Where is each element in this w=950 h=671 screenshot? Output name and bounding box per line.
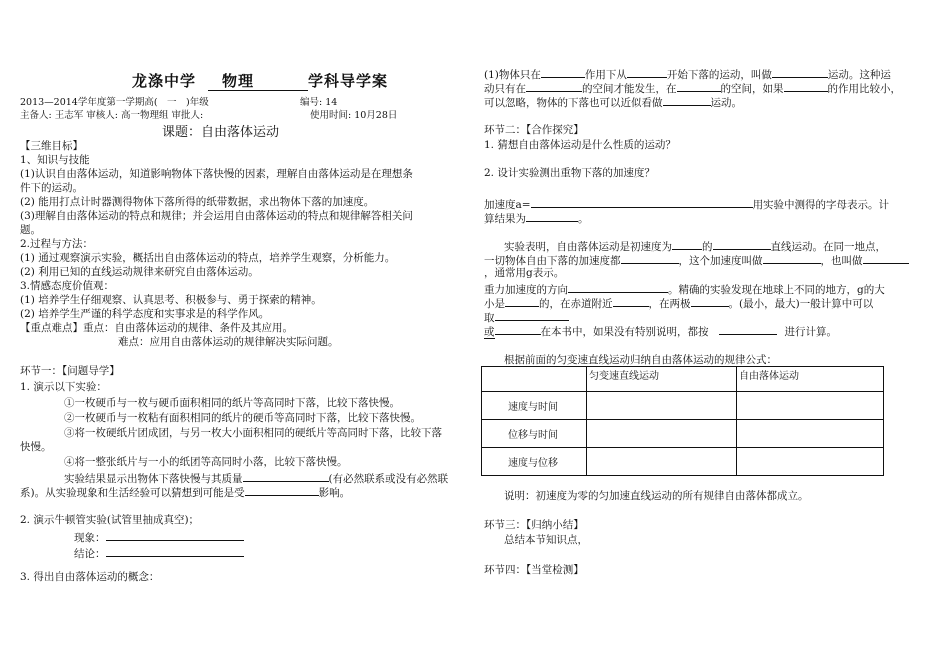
conclusion-blank[interactable]	[106, 545, 244, 557]
subject-name: 物理	[208, 72, 268, 91]
blank[interactable]	[627, 66, 667, 78]
blank[interactable]	[526, 80, 582, 92]
table-cell[interactable]	[587, 392, 737, 420]
conclusion-row: 结论：	[74, 545, 244, 561]
blank[interactable]	[763, 252, 821, 264]
school-name: 龙涤中学	[132, 72, 197, 90]
table-corner-cell	[482, 367, 587, 392]
key-points: 【重点难点】重点：自由落体运动的规律、条件及其应用。	[20, 322, 293, 334]
table-header-uniform: 匀变速直线运动	[587, 367, 737, 392]
probe-1: 1. 猜想自由落体运动是什么性质的运动？	[484, 139, 676, 151]
result-line-1: 实验结果显示出物体下落快慢与其质量 (有必然联系或没有必然联	[64, 470, 448, 486]
experiment-line-6: 取	[484, 309, 569, 325]
goal-1-3b: 题。	[20, 224, 41, 236]
phenomenon-row: 现象：	[74, 529, 244, 545]
meta-date: 使用时间: 10月28日	[310, 110, 398, 121]
experiment-4: ④将一整张纸片与一小的纸团等高同时小落，比较下落快慢。	[64, 456, 348, 468]
blank[interactable]	[663, 94, 711, 106]
blank[interactable]	[495, 323, 541, 335]
goal-1-2: (2) 能用打点计时器测得物体下落所得的纸带数据，求出物体下落的加速度。	[20, 196, 375, 208]
section-3-heading: 环节三：【归纳小结】	[484, 519, 584, 531]
title-suffix: 学科导学案	[308, 72, 389, 90]
goal-3-1: (1) 培养学生仔细观察、认真思考、积极参与、勇于探索的精神。	[20, 294, 322, 306]
table-row-label: 位移与时间	[482, 420, 587, 448]
experiment-3a: ③将一枚硬纸片团成团，与另一枚大小面积相同的硬纸片等高同时下落，比较下落	[64, 427, 442, 439]
blank[interactable]	[784, 80, 828, 92]
table-header-freefall: 自由落体运动	[737, 367, 884, 392]
formula-table	[481, 366, 884, 476]
summary-prompt: 总结本节知识点，	[504, 534, 588, 546]
result-line-2: 系)。从实验现象和生活经验可以猜想到可能是受 影响。	[20, 484, 350, 500]
goal-3-2: (2) 培养学生严谨的科学态度和实事求是的科学作风。	[20, 308, 270, 320]
goal-2-2: (2) 利用已知的直线运动规律来研究自由落体运动。	[20, 266, 259, 278]
goal-1-1a: (1)认识自由落体运动，知道影响物体下落快慢的因素，理解自由落体运动是在理想条	[20, 168, 413, 180]
blank[interactable]	[677, 80, 721, 92]
table-cell[interactable]	[737, 448, 884, 476]
experiment-line-5: 小是 的，在赤道附近 ，在两极 。(最小，最大)一般计算中可以	[484, 295, 873, 311]
goals-heading: 【三维目标】	[20, 140, 83, 152]
definition-line-2: 动只有在 的空间才能发生，在 的空间，如果 的作用比较小，	[484, 80, 901, 96]
experiment-2: ②一枚硬币与一枚粘有面积相同的纸片的硬币等高同时下落，比较下落快慢。	[64, 412, 421, 424]
experiment-line-1: 实验表明，自由落体运动是初速度为 的 直线运动。在同一地点，	[504, 238, 886, 254]
goal-1-3a: (3)理解自由落体运动的特点和规律；并会运用自由落体运动的特点和规律解答相关问	[20, 210, 413, 222]
goal-2-1: (1) 通过观察演示实验，概括出自由落体运动的特点，培养学生观察，分析能力。	[20, 252, 396, 264]
definition-line-3: 可以忽略，物体的下落也可以近似看做 运动。	[484, 94, 742, 110]
blank[interactable]	[245, 484, 319, 496]
blank[interactable]	[621, 252, 679, 264]
blank[interactable]	[505, 295, 539, 307]
meta-number: 编号: 14	[300, 97, 338, 108]
definition-line-1: (1)物体只在 作用下从 开始下落的运动，叫做 运动。这种运	[484, 66, 891, 82]
table-cell[interactable]	[587, 420, 737, 448]
blank[interactable]	[772, 66, 828, 78]
table-cell[interactable]	[737, 392, 884, 420]
lesson-topic: 课题：自由落体运动	[162, 125, 280, 140]
goal-1: 1、知识与技能	[20, 154, 90, 166]
difficult-points: 难点：应用自由落体运动的规律解决实际问题。	[118, 336, 339, 348]
table-row-label: 速度与位移	[482, 448, 587, 476]
question-1: 1. 演示以下实验：	[20, 381, 107, 393]
acceleration-line-2: 算结果为 。	[484, 210, 589, 226]
blank[interactable]	[613, 295, 649, 307]
goal-2: 2.过程与方法：	[20, 238, 94, 250]
goal-1-1b: 件下的运动。	[20, 182, 83, 194]
section-2-heading: 环节二：【合作探究】	[484, 124, 584, 136]
section-4-heading: 环节四：【当堂检测】	[484, 564, 584, 576]
experiment-3b: 快慢。	[20, 441, 52, 453]
section-1-heading: 环节一：【问题导学】	[20, 365, 120, 377]
phenomenon-blank[interactable]	[106, 529, 244, 541]
table-row-label: 速度与时间	[482, 392, 587, 420]
goal-3: 3.情感态度价值观：	[20, 280, 115, 292]
blank[interactable]	[863, 252, 909, 264]
experiment-line-7: 或 在本书中，如果没有特别说明，都按 进行计算。	[484, 323, 837, 339]
document-title	[132, 70, 388, 91]
probe-2: 2. 设计实验测出重物下落的加速度？	[484, 167, 655, 179]
blank[interactable]	[691, 295, 729, 307]
experiment-line-3: ，通常用g表示。	[484, 267, 565, 279]
experiment-line-2: 一切物体自由下落的加速度都 ，这个加速度叫做 ，也叫做	[484, 252, 909, 268]
question-2: 2. 演示牛顿管实验(试管里抽成真空)；	[20, 514, 200, 526]
question-3: 3. 得出自由落体运动的概念：	[20, 571, 160, 583]
blank[interactable]	[672, 238, 702, 250]
acceleration-blank[interactable]	[531, 196, 753, 208]
blank[interactable]	[495, 309, 569, 321]
acceleration-line-1: 加速度a= 用实验中测得的字母表示。计	[484, 196, 889, 212]
meta-authors: 主备人: 王志军 审核人: 高一物理组 审批人:	[20, 110, 204, 121]
table-cell[interactable]	[587, 448, 737, 476]
blank[interactable]	[713, 238, 771, 250]
table-intro: 根据前面的匀变速直线运动归纳自由落体运动的规律公式：	[504, 354, 777, 366]
blank[interactable]	[541, 66, 585, 78]
table-cell[interactable]	[737, 420, 884, 448]
blank[interactable]	[568, 281, 668, 293]
blank[interactable]	[243, 470, 329, 482]
experiment-1: ①一枚硬币与一枚与硬币面积相同的纸片等高同时下落，比较下落快慢。	[64, 397, 400, 409]
result-blank[interactable]	[526, 210, 578, 222]
blank[interactable]	[719, 323, 777, 335]
experiment-line-4: 重力加速度的方向 。精确的实验发现在地球上不同的地方，g的大	[484, 281, 885, 297]
table-note: 说明：初速度为零的匀加速直线运动的所有规律自由落体都成立。	[504, 490, 809, 502]
meta-grade: 2013—2014学年度第一学期高( 一 )年级	[20, 97, 209, 108]
